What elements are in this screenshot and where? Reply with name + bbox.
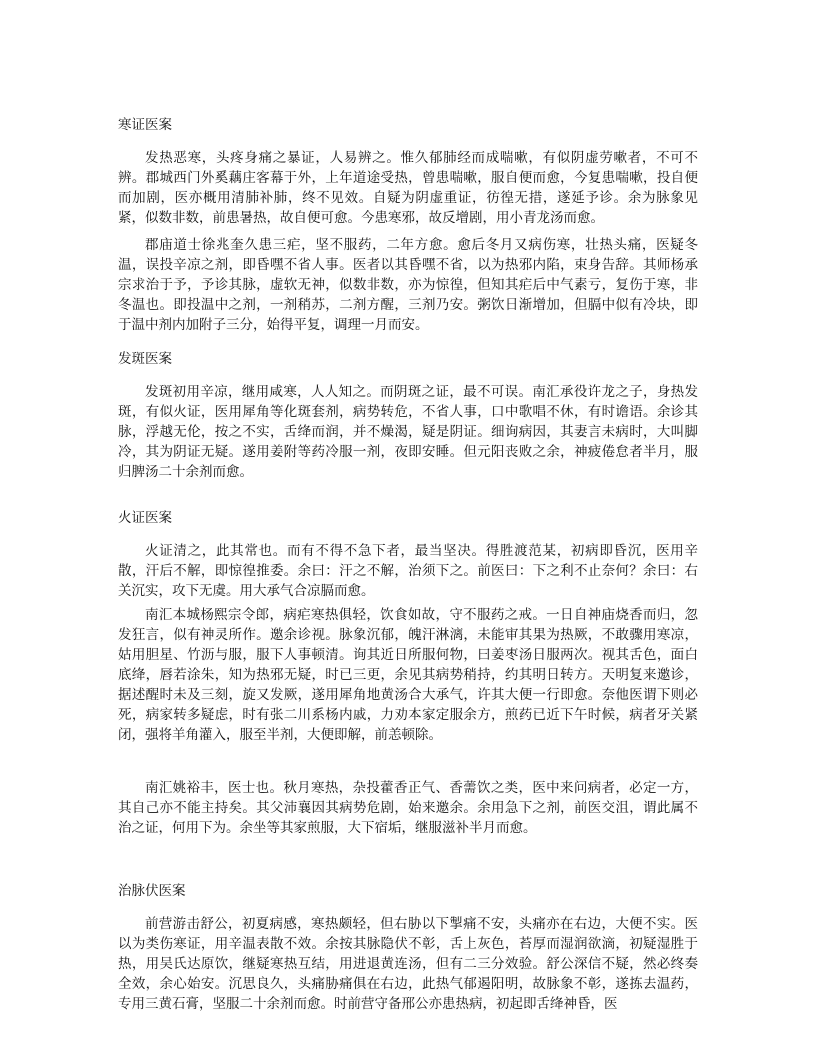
paragraph: 发热恶寒，头疼身痛之暴证，人易辨之。惟久郁肺经而成喘嗽，有似阴虚劳嗽者，不可不辨。郡城西门外奚藕庄客幕于外，上年道途受热，曾患喘嗽，服自便而愈，今复患喘嗽，投自便而加剧，医亦概用清肺补肺，终不见效。自疑为阴虚重证，彷徨无措，遂延予诊。余为脉象见紧，似数非数，前患暑热，故自便可愈。今患寒邪，故反增剧，用小青龙汤而愈。 <box>118 150 698 226</box>
section-title-macula: 发斑医案 <box>118 351 172 367</box>
paragraph: 前营游击舒公，初夏病感，寒热颇轻，但右胁以下掣痛不安，头痛亦在右边，大便不实。医以为类伤寒证，用辛温表散不效。余按其脉隐伏不彰，舌上灰色，苔厚而湿润欲滴，初疑湿胜于热，用吴氏达原饮，继疑寒热互结，用进退黄连汤，但有二三分效验。舒公深信不疑，然必终奏全效，余心始安。沉思良久，头痛胁痛俱在右边，此热气郁遏阳明，故脉象不彰，遂拣去温药，专用三黄石膏，坚服二十余剂而愈。时前营守备邢公亦患热病，初起即舌绛神昏，医 <box>118 916 698 1012</box>
section-title-hidden-pulse: 治脉伏医案 <box>118 883 186 899</box>
paragraph: 发斑初用辛凉，继用咸寒，人人知之。而阴斑之证，最不可误。南汇承役许龙之子，身热发斑，有似火证，医用犀角等化斑套剂，病势转危，不省人事，口中歌唱不休，有时谵语。余诊其脉，浮越无伦，按之不实，舌绛而润，并不燥渴，疑是阴证。细询病因，其妻言未病时，大叫脚冷，其为阴证无疑。遂用姜附等药冷服一剂，夜即安睡。但元阳丧败之余，神疲倦怠者半月，服归脾汤二十余剂而愈。 <box>118 384 698 480</box>
paragraph: 南汇本城杨熙宗令郎，病疟寒热俱轻，饮食如故，守不服药之戒。一日自神庙烧香而归，忽发狂言，似有神灵所作。邀余诊视。脉象沉郁，魄汗淋漓，未能审其果为热厥，不敢骤用寒凉，姑用胆星、竹沥与服，服下人事顿清。询其近日所服何物，曰姜枣汤日服两次。视其舌色，面白底绛，唇若涂朱，知为热邪无疑，时已三更，余见其病势稍持，约其明日转方。天明复来邀诊，据述醒时未及三刻，旋又发厥，遂用犀角地黄汤合大承气，许其大便一行即愈。奈他医谓下则必死，病家转多疑虑，时有张二川系杨内戚，力劝本家定服余方，煎药已近下午时候，病者牙关紧闭，强将羊角灌入，服至半剂，大便即解，前恙顿除。 <box>118 607 698 743</box>
section-title-cold-syndrome: 寒证医案 <box>118 117 172 133</box>
paragraph: 郡庙道士徐兆奎久患三疟，坚不服药，二年方愈。愈后冬月又病伤寒，壮热头痛，医疑冬温，误投辛凉之剂，即昏嘿不省人事。医者以其昏嘿不省，以为热邪内陷，束身告辞。其师杨承宗求治于予，予诊其脉，虚软无神，似数非数，亦为惊徨，但知其疟后中气素亏，复伤于寒，非冬温也。即投温中之剂，一剂稍苏，二剂方醒，三剂乃安。粥饮日渐增加，但膈中似有冷块，即于温中剂内加附子三分，始得平复，调理一月而安。 <box>118 237 698 333</box>
section-title-fire-syndrome: 火证医案 <box>118 510 172 526</box>
paragraph: 火证清之，此其常也。而有不得不急下者，最当坚决。得胜渡范某，初病即昏沉，医用辛散，汗后不解，即惊徨推委。余曰：汗之不解，治须下之。前医曰：下之利不止奈何？余曰：右关沉实，攻下无虞。用大承气合凉膈而愈。 <box>118 543 698 599</box>
paragraph: 南汇姚裕丰，医士也。秋月寒热，杂投藿香正气、香薷饮之类，医中来问病者，必定一方，其自己亦不能主持矣。其父沛襄因其病势危剧，始来邀余。余用急下之剂，前医交沮，谓此属不治之证，何用下为。余坐等其家煎服，大下宿垢，继服滋补半月而愈。 <box>118 780 698 836</box>
